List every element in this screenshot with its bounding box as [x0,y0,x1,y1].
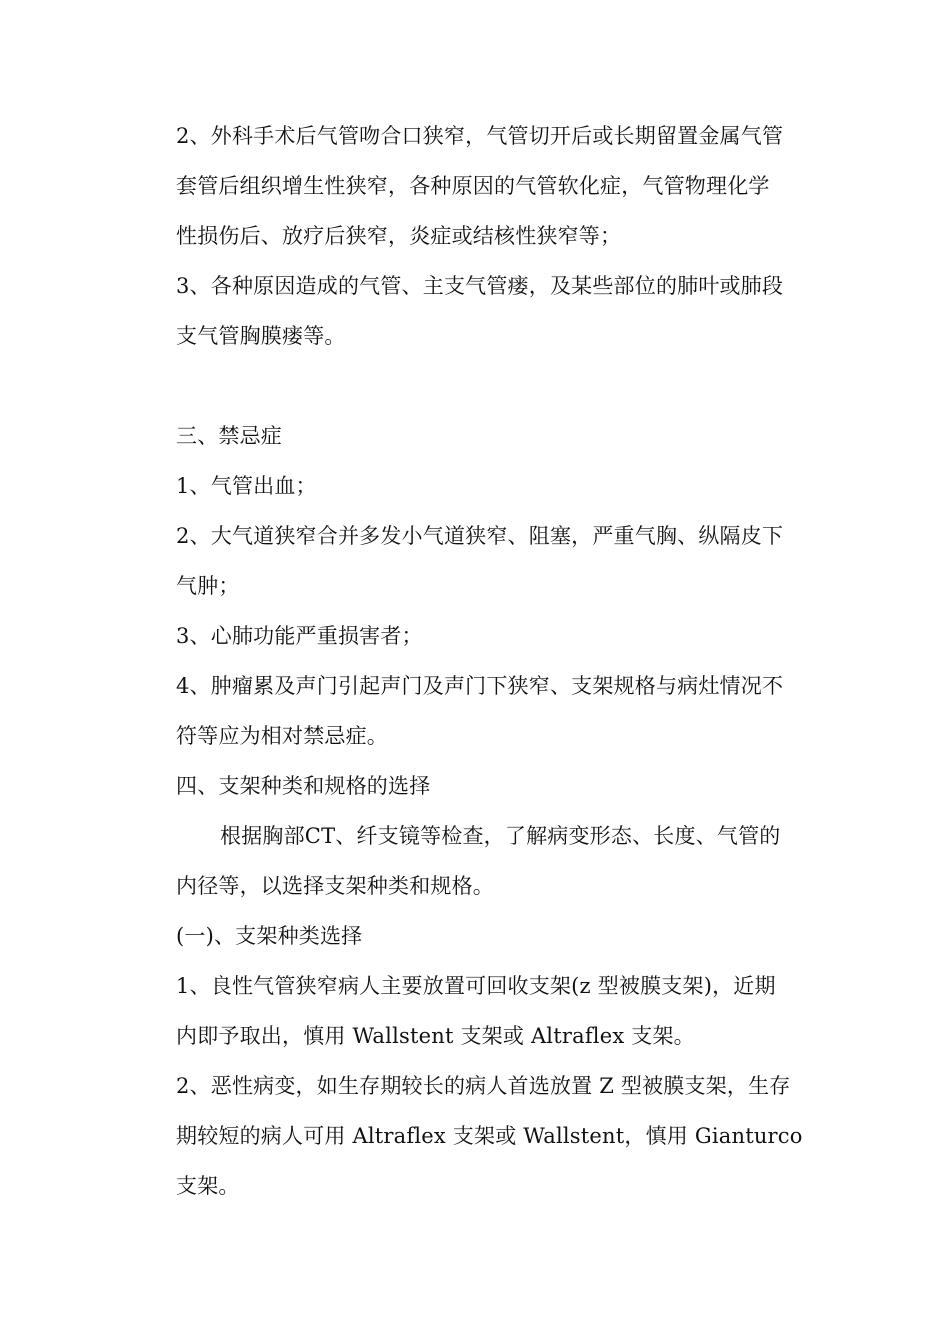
list-item: 3、心肺功能严重损害者； [176,624,423,648]
paragraph-line: 支气管胸膜瘘等。 [176,324,346,348]
paragraph-line: 套管后组织增生性狭窄，各种原因的气管软化症，气管物理化学 [176,174,770,198]
list-item: 2、大气道狭窄合并多发小气道狭窄、阻塞，严重气胸、纵隔皮下 [176,524,784,548]
list-item-continuation: 期较短的病人可用 Altraflex 支架或 Wallstent，慎用 Gianturco [176,1124,803,1148]
paragraph-line: 内径等，以选择支架种类和规格。 [176,874,494,898]
paragraph-line: 性损伤后、放疗后狭窄，炎症或结核性狭窄等； [176,224,622,248]
list-item: 2、恶性病变，如生存期较长的病人首选放置 Z 型被膜支架，生存 [176,1074,791,1098]
list-item-continuation: 支架。 [176,1174,240,1198]
subsection-heading: (一)、支架种类选择 [176,924,363,948]
section-heading: 四、支架种类和规格的选择 [176,774,431,798]
list-item: 1、气管出血； [176,474,317,498]
list-item-continuation: 符等应为相对禁忌症。 [176,724,388,748]
list-item: 1、良性气管狭窄病人主要放置可回收支架(z 型被膜支架)，近期 [176,974,776,998]
section-heading: 三、禁忌症 [176,424,282,448]
list-item-continuation: 内即予取出，慎用 Wallstent 支架或 Altraflex 支架。 [176,1024,695,1048]
list-item: 4、肿瘤累及声门引起声门及声门下狭窄、支架规格与病灶情况不 [176,674,784,698]
list-item-continuation: 气肿； [176,574,240,598]
paragraph-line: 根据胸部CT、纤支镜等检查，了解病变形态、长度、气管的 [220,824,781,848]
paragraph-line: 2、外科手术后气管吻合口狭窄，气管切开后或长期留置金属气管 [176,124,784,148]
paragraph-line: 3、各种原因造成的气管、主支气管瘘，及某些部位的肺叶或肺段 [176,274,784,298]
